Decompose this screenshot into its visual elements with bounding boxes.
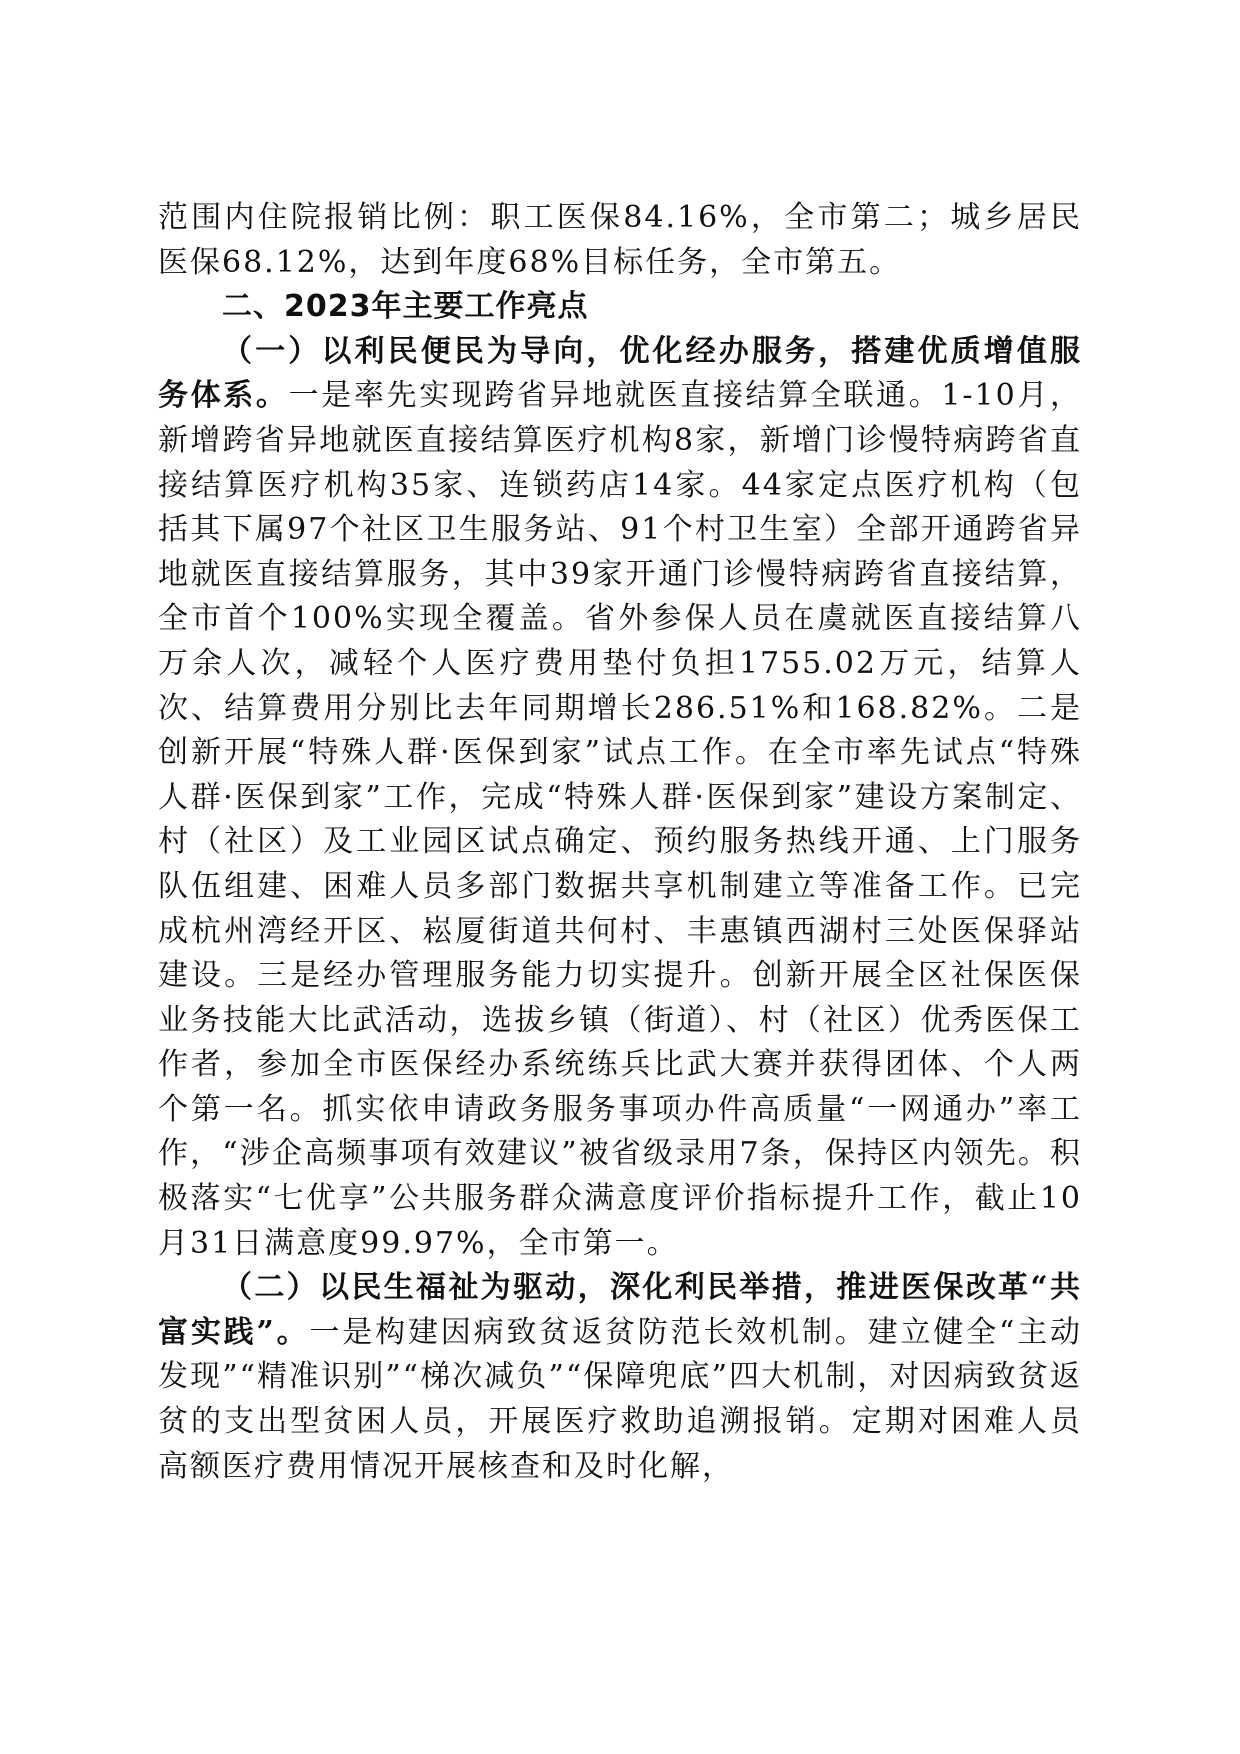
paragraph-continuation: 范围内住院报销比例：职工医保84.16%，全市第二；城乡居民医保68.12%，达到年度68%目标任务，全市第五。 [158,200,1082,280]
paragraph-lead: （二）以民生福祉为驱动，深化利民举措，推进医保改革“共富实践”。 [158,1270,1082,1350]
paragraph-lead: （一）以利民便民为导向，优化经办服务，搭建优质增值服务体系。 [158,333,1082,414]
section-heading: 二、2023年主要工作亮点 [222,289,589,325]
paragraph-body: 一是构建因病致贫返贫防范长效机制。建立健全“主动发现”“精准识别”“梯次减负”“保障兜底”四大机制，对因病致贫返贫的支出型贫困人员，开展医疗救助追溯报销。定期对困难人员高额医疗费用情况开展核查和及时化解， [158,1314,1082,1484]
paragraph-service-system [158,330,1082,1266]
paragraph-livelihood [158,1266,1082,1489]
paragraph-body: 一是率先实现跨省异地就医直接结算全联通。1-10月，新增跨省异地就医直接结算医疗机构8家，新增门诊慢特病跨省直接结算医疗机构35家、连锁药店14家。44家定点医疗机构（包括其下属97个社区卫生服务站、91个村卫生室）全部开通跨省异地就医直接结算服务，其中39家开通门诊慢特病跨省直接结算，全市首个100%实现全覆盖。省外参保人员在虞就医直接结算八万余人次，减轻个人医疗费用垫付负担1755.02万元，结算人次、结算费用分别比去年同期增长286.51%和168.82%。二是创新开展“特殊人群·医保到家”试点工作。在全市率先试点“特殊人群·医保到家”工作，完成“特殊人群·医保到家”建设方案制定、村（社区）及工业园区试点确定、预约服务热线开通、上门服务队伍组建、困难人员多部门数据共享机制建立等准备工作。已完成杭州湾经开区、崧厦街道共何村、丰惠镇西湖村三处医保驿站建设。三是经办管理服务能力切实提升。创新开展全区社保医保业务技能大比武活动，选拔乡镇（街道）、村（社区）优秀医保工作者，参加全市医保经办系统练兵比武大赛并获得团体、个人两个第一名。抓实依申请政务服务事项办件高质量“一网通办”率工作，“涉企高频事项有效建议”被省级录用7条，保持区内领先。积极落实“七优享”公共服务群众满意度评价指标提升工作，截止10月31日满意度99.97%，全市第一。 [158,378,1083,1261]
document-body [158,196,1082,1489]
